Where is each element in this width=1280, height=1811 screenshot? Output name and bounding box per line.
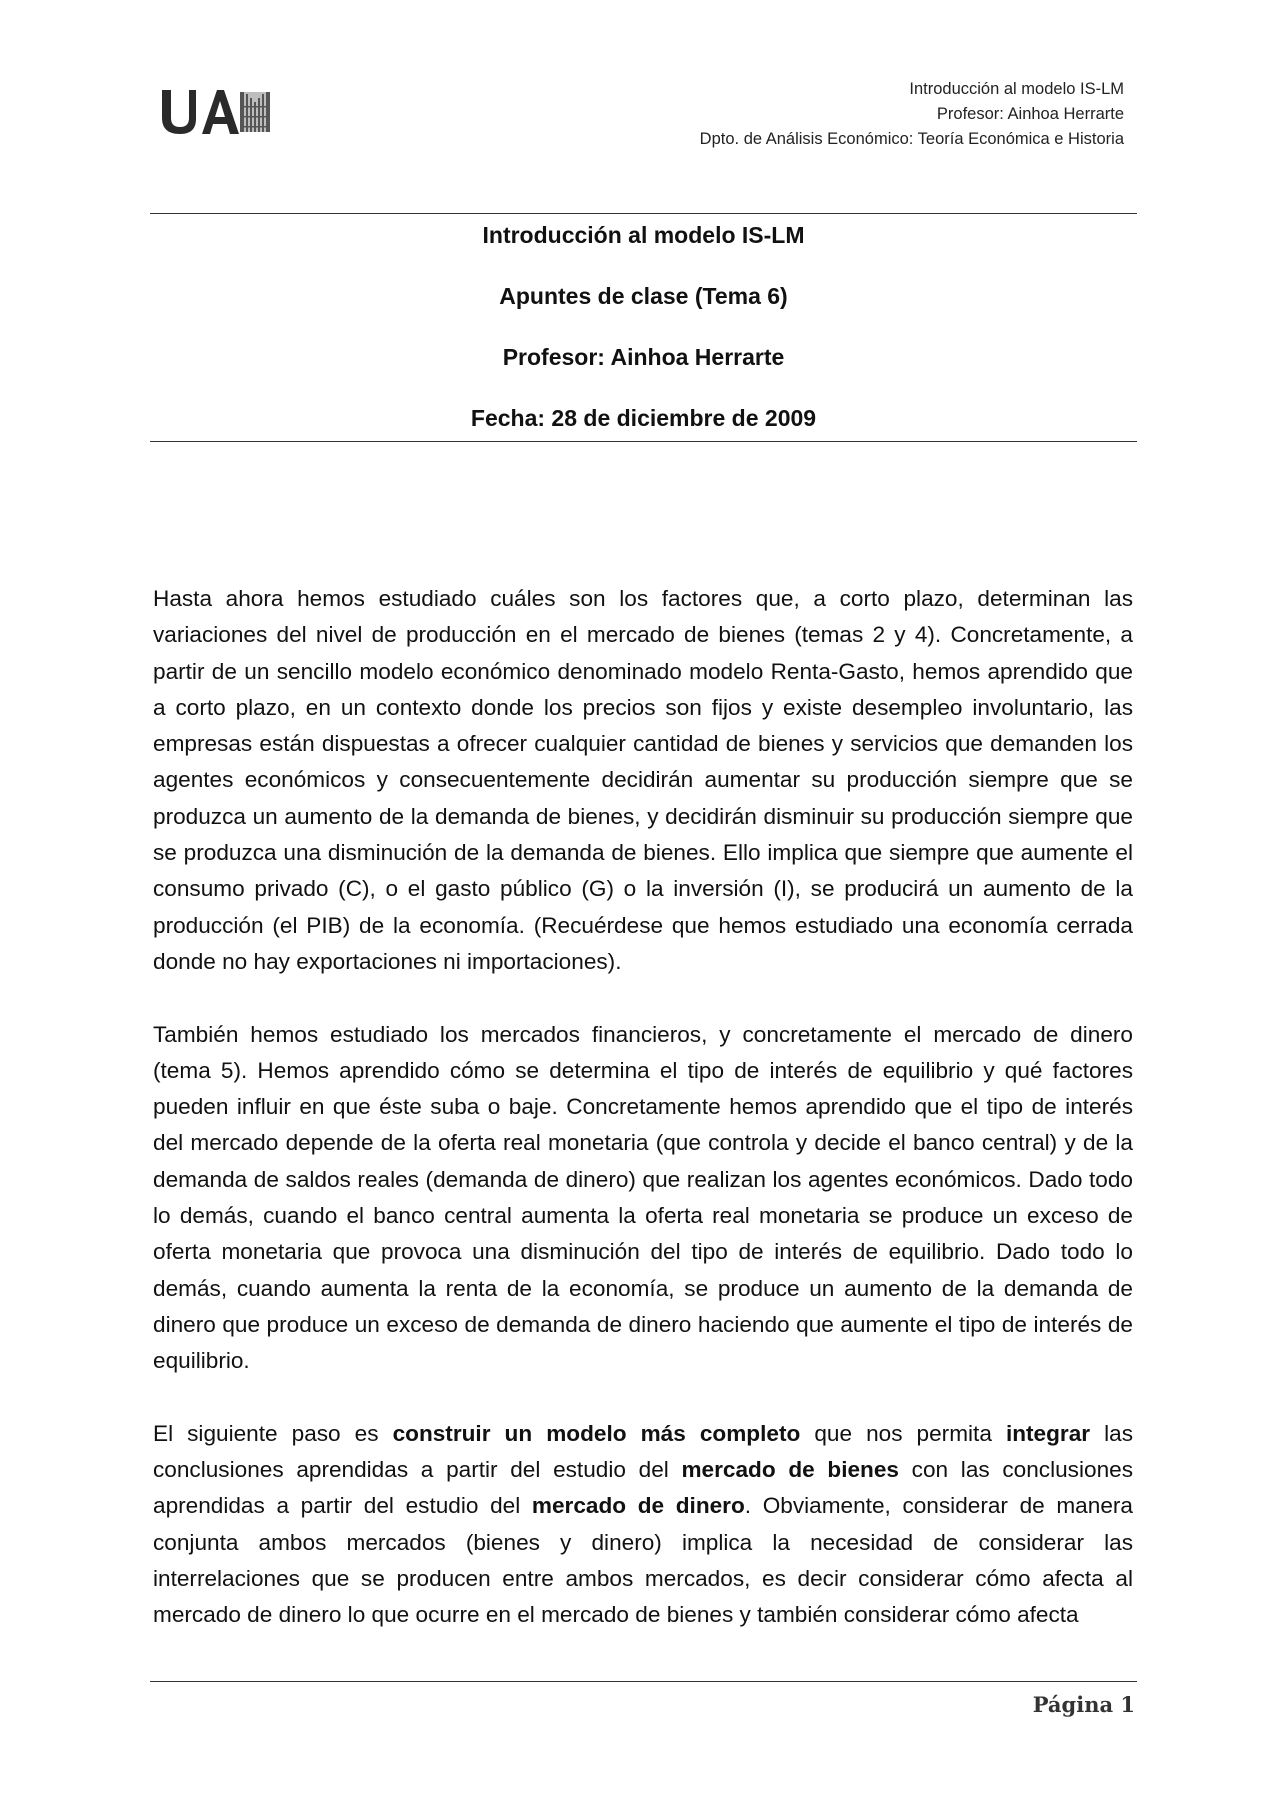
paragraph-3-text: . Obviamente, considerar de manera conjunta ambos mercados (bienes y dinero) implica la necesidad de considerar las interrelaciones que se producen entre ambos mercados, es decir considerar cómo afecta al mercado de dinero lo que ocurre en el mercado de bienes y también considerar cómo afecta — [153, 1493, 1133, 1628]
emphasis-modelo-completo: construir un modelo más completo — [392, 1420, 801, 1446]
paragraph-3-text: El siguiente paso es — [153, 1420, 393, 1446]
emphasis-mercado-bienes: mercado de bienes — [681, 1457, 899, 1483]
document-date: Fecha: 28 de diciembre de 2009 — [470, 405, 817, 431]
page-number: Página 1 — [1032, 1692, 1135, 1717]
uam-logo — [158, 86, 273, 138]
emphasis-integrar: integrar — [1005, 1420, 1091, 1446]
header-title: Introducción al modelo IS-LM — [909, 80, 1124, 98]
running-header — [700, 77, 1124, 152]
paragraph-1: Hasta ahora hemos estudiado cuáles son los factores que, a corto plazo, determinan las variaciones del nivel de producción en el mercado de bienes (temas 2 y 4). Concretamente, a partir de un sencillo modelo económico denominado modelo Renta-Gasto, hemos aprendido que a corto plazo, en un contexto donde los precios son fijos y existe desempleo involuntario, las empresas están dispuestas a ofrecer cualquier cantidad de bienes y servicios que demanden los agentes económicos y consecuentemente decidirán aumentar su producción siempre que se produzca un aumento de la demanda de bienes, y decidirán disminuir su producción siempre que se produzca una disminución de la demanda de bienes. Ello implica que siempre que aumente el consumo privado (C), o el gasto público (G) o la inversión (I), se producirá un aumento de la producción (el PIB) de la economía. (Recuérdese que hemos estudiado una economía cerrada donde no hay exportaciones ni importaciones). — [153, 586, 1133, 974]
paragraph-3 — [153, 1416, 1133, 1634]
header-department: Dpto. de Análisis Económico: Teoría Económica e Historia — [699, 130, 1124, 148]
title-top-rule — [150, 213, 1137, 214]
document-professor: Profesor: Ainhoa Herrarte — [502, 344, 785, 370]
paragraph-2: También hemos estudiado los mercados financieros, y concretamente el mercado de dinero (tema 5). Hemos aprendido cómo se determina el tipo de interés de equilibrio y qué factores pueden influir en que éste suba o baje. Concretamente hemos aprendido que el tipo de interés del mercado depende de la oferta real monetaria (que controla y decide el banco central) y de la demanda de saldos reales (demanda de dinero) que realizan los agentes económicos. Dado todo lo demás, cuando el banco central aumenta la oferta real monetaria se produce un exceso de oferta monetaria que provoca una disminución del tipo de interés de equilibrio. Dado todo lo demás, cuando aumenta la renta de la economía, se produce un aumento de la demanda de dinero que produce un exceso de demanda de dinero haciendo que aumente el tipo de interés de equilibrio. — [153, 1021, 1133, 1374]
footer-rule — [150, 1681, 1137, 1682]
document-subtitle: Apuntes de clase (Tema 6) — [499, 283, 788, 309]
paragraph-3-text: las conclusiones aprendidas a partir del estudio del — [153, 1420, 1133, 1483]
emphasis-mercado-dinero: mercado de dinero — [531, 1493, 745, 1519]
paragraph-3-text: que nos permita — [800, 1420, 1006, 1446]
paragraph-3-text: con las conclusiones aprendidas a partir del estudio del — [153, 1457, 1133, 1519]
body-text — [153, 581, 1133, 1634]
header-professor: Profesor: Ainhoa Herrarte — [936, 105, 1124, 123]
title-bottom-rule — [150, 441, 1137, 442]
document-title-block — [150, 215, 1137, 459]
document-title: Introducción al modelo IS-LM — [482, 222, 805, 248]
uam-logo-graphic — [158, 86, 273, 138]
